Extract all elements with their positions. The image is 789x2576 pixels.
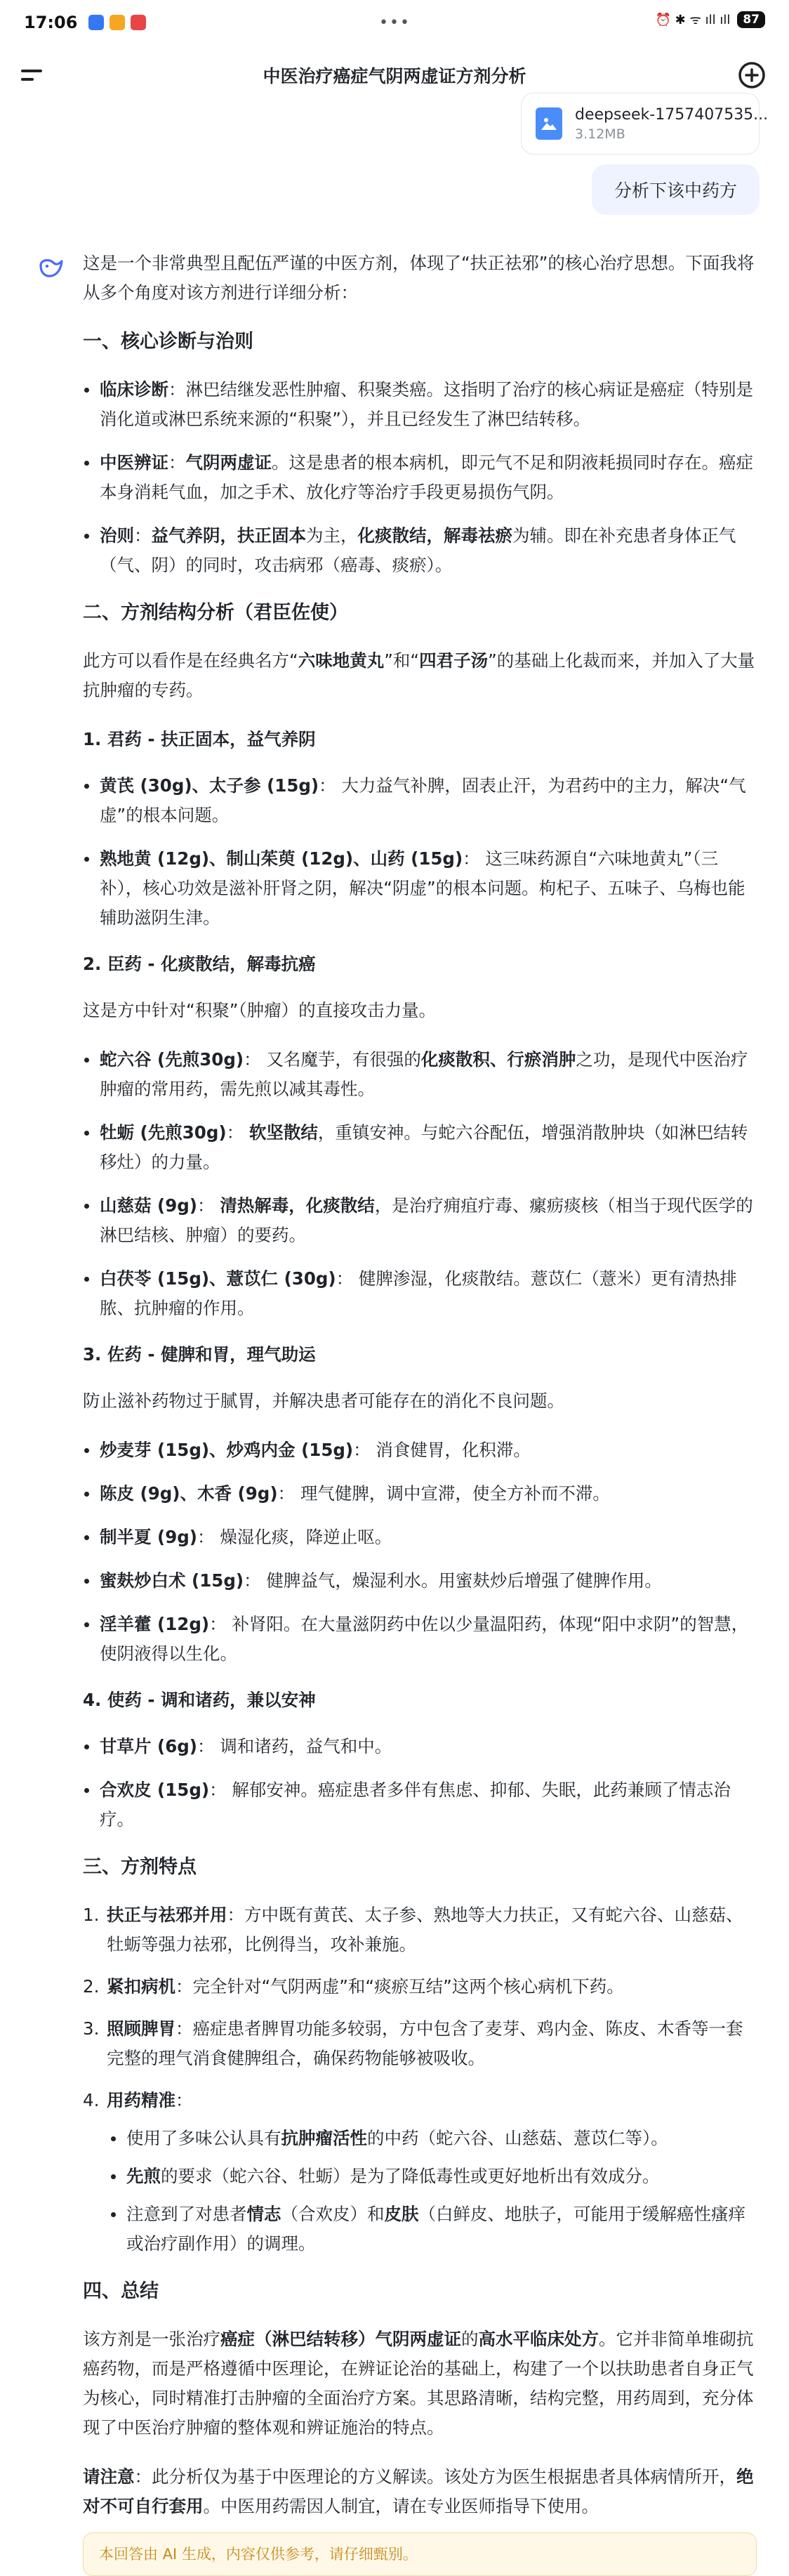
- list-item: 临床诊断：淋巴结继发恶性肿瘤、积聚类癌。这指明了治疗的核心病证是癌症（特别是消化道或淋巴系统来源的“积聚”），并且已经发生了淋巴结转移。: [83, 375, 758, 434]
- note-paragraph: 请注意：此分析仅为基于中医理论的方义解读。该处方为医生根据患者具体病情所开，绝对不可自行套用。中医用药需因人制宜，请在专业医师指导下使用。: [83, 2466, 754, 2516]
- features-list: [83, 1900, 758, 2259]
- diagnosis-list: [83, 375, 758, 580]
- list-item: 3. 照顾脾胃：癌症患者脾胃功能多较弱，方中包含了麦芽、鸡内金、陈皮、木香等一套完整的理气消食健脾组合，确保药物能够被吸收。: [83, 2018, 743, 2068]
- list-item: 蜜麸炒白术 (15g)： 健脾益气，燥湿利水。用蜜麸炒后增强了健脾作用。: [83, 1566, 758, 1596]
- list-item: 黄芪 (30g)、太子参 (15g)： 大力益气补脾，固表止汗，为君药中的主力，解决“气虚”的根本问题。: [83, 771, 758, 830]
- section-title: 三、方剂特点: [83, 1856, 197, 1878]
- status-app-icons: [88, 15, 146, 30]
- list-item: 1. 扶正与祛邪并用：方中既有黄芪、太子参、熟地等大力扶正，又有蛇六谷、山慈菇、牡蛎等强力祛邪，比例得当，攻补兼施。: [83, 1905, 743, 1954]
- user-message-bubble: 分析下该中药方: [592, 164, 760, 215]
- status-dots: •••: [379, 14, 411, 32]
- app-notification-icon: [88, 15, 104, 30]
- file-attachment-card[interactable]: [521, 93, 769, 155]
- sub-list-item: 使用了多味公认具有抗肿瘤活性的中药（蛇六谷、山慈菇、薏苡仁等）。: [107, 2124, 758, 2153]
- list-item: 甘草片 (6g)： 调和诸药，益气和中。: [83, 1732, 758, 1761]
- status-time: 17:06: [24, 13, 78, 32]
- paragraph: 这是方中针对“积聚”（肿瘤）的直接攻击力量。: [83, 1000, 437, 1020]
- summary-paragraph: 该方剂是一张治疗癌症（淋巴结转移）气阴两虚证的高水平临床处方。它并非简单堆砌抗癌药物，而是严格遵循中医理论，在辨证论治的基础上，构建了一个以扶助患者自身正气为核心，同时精准打击肿瘤的全面治疗方案。其思路清晰，结构完整，用药周到，充分体现了中医治疗肿瘤的整体观和辨证施治的特点。: [83, 2329, 754, 2438]
- subsection-title: 2. 臣药 - 化痰散结，解毒抗癌: [83, 954, 316, 974]
- ai-disclaimer-banner: 本回答由 AI 生成，内容仅供参考，请仔细甄别。: [83, 2532, 757, 2576]
- app-notification-icon: [131, 15, 146, 30]
- subsection-title: 3. 佐药 - 健脾和胃，理气助运: [83, 1344, 316, 1365]
- list-item: 白茯苓 (15g)、薏苡仁 (30g)： 健脾渗湿，化痰散结。薏苡仁（薏米）更有清热排脓、抗肿瘤的作用。: [83, 1264, 758, 1323]
- answer-intro: 这是一个非常典型且配伍严谨的中医方剂，体现了“扶正祛邪”的核心治疗思想。下面我将从多个角度对该方剂进行详细分析：: [83, 253, 755, 303]
- subsection-title: 1. 君药 - 扶正固本，益气养阴: [83, 729, 316, 749]
- battery-icon: 87: [737, 11, 765, 28]
- file-info: [575, 105, 769, 142]
- sub-list-item: 先煎的要求（蛇六谷、牡蛎）是为了降低毒性或更好地析出有效成分。: [107, 2162, 758, 2191]
- herb-list: [83, 1045, 758, 1323]
- list-item: 蛇六谷 (先煎30g)： 又名魔芋，有很强的化痰散积、行瘀消肿之功，是现代中医治疗肿瘤的常用药，需先煎以减其毒性。: [83, 1045, 758, 1104]
- assistant-answer: [83, 249, 758, 2576]
- list-item: 2. 紧扣病机：完全针对“气阴两虚”和“痰瘀互结”这两个核心病机下药。: [83, 1976, 624, 1997]
- paragraph: 此方可以看作是在经典名方“六味地黄丸”和“四君子汤”的基础上化裁而来，并加入了大量抗肿瘤的专药。: [83, 650, 755, 700]
- sub-list: [107, 2124, 758, 2259]
- menu-icon[interactable]: [21, 60, 51, 90]
- herb-list: [83, 771, 758, 933]
- file-size: 3.12MB: [575, 126, 625, 142]
- section-title: 一、核心诊断与治则: [83, 331, 253, 353]
- list-item: 熟地黄 (12g)、制山茱萸 (12g)、山药 (15g)： 这三味药源自“六味地黄丸”（三补），核心功效是滋补肝肾之阴，解决“阴虚”的根本问题。枸杞子、五味子、乌梅也能辅助滋阴生津。: [83, 844, 758, 933]
- list-item: 合欢皮 (15g)： 解郁安神。癌症患者多伴有焦虑、抑郁、失眠，此药兼顾了情志治疗。: [83, 1775, 758, 1834]
- list-item: 淫羊藿 (12g)： 补肾阳。在大量滋阴药中佐以少量温阳药，体现“阳中求阴”的智慧，使阴液得以生化。: [83, 1610, 758, 1669]
- herb-list: [83, 1435, 758, 1669]
- signal-icons: ⏰ ✱ ᯤ ıll ıll: [655, 13, 731, 27]
- deepseek-logo-icon: [38, 254, 65, 281]
- list-item: 治则：益气养阴，扶正固本为主，化痰散结，解毒祛瘀为辅。即在补充患者身体正气（气、阴）的同时，攻击病邪（癌毒、痰瘀）。: [83, 521, 758, 580]
- list-item: 山慈菇 (9g)： 清热解毒，化痰散结，是治疗痈疽疔毒、瘰疬痰核（相当于现代医学的淋巴结核、肿瘤）的要药。: [83, 1191, 758, 1250]
- page-title: 中医治疗癌症气阴两虚证方剂分析: [263, 66, 526, 86]
- status-indicators: [656, 11, 766, 28]
- list-item: 中医辨证：气阴两虚证。这是患者的根本病机，即元气不足和阴液耗损同时存在。癌症本身消耗气血，加之手术、放化疗等治疗手段更易损伤气阴。: [83, 448, 758, 507]
- section-title: 二、方剂结构分析（君臣佐使）: [83, 602, 348, 624]
- new-chat-icon[interactable]: [736, 59, 768, 91]
- sub-list-item: 注意到了对患者情志（合欢皮）和皮肤（白鲜皮、地肤子，可能用于缓解癌性瘙痒或治疗副作用）的调理。: [107, 2200, 758, 2259]
- herb-list: [83, 1732, 758, 1834]
- status-bar: [0, 0, 789, 45]
- list-item: 炒麦芽 (15g)、炒鸡内金 (15g)： 消食健胃，化积滞。: [83, 1435, 758, 1465]
- paragraph: 防止滋补药物过于腻胃，并解决患者可能存在的消化不良问题。: [83, 1391, 564, 1411]
- list-item: 牡蛎 (先煎30g)： 软坚散结，重镇安神。与蛇六谷配伍，增强消散肿块（如淋巴结转移灶）的力量。: [83, 1118, 758, 1177]
- subsection-title: 4. 使药 - 调和诸药，兼以安神: [83, 1690, 316, 1710]
- file-name: deepseek-1757407535...: [575, 105, 769, 124]
- list-item: 制半夏 (9g)： 燥湿化痰，降逆止呕。: [83, 1523, 758, 1552]
- image-file-icon: [536, 107, 562, 140]
- app-notification-icon: [110, 15, 125, 30]
- list-item: 陈皮 (9g)、木香 (9g)： 理气健脾，调中宣滞，使全方补而不滞。: [83, 1479, 758, 1509]
- section-title: 四、总结: [83, 2280, 159, 2302]
- list-item: 4. 用药精准： 使用了多味公认具有抗肿瘤活性的中药（蛇六谷、山慈菇、薏苡仁等）。 先煎的要求（蛇六谷、牡蛎）是为了降低毒性或更好地析出有效成分。 注意到了对患者情志（合欢皮）和皮肤（白鲜皮、地肤子，可能用于缓解癌性瘙痒或治疗副作用）的调理。: [83, 2086, 758, 2259]
